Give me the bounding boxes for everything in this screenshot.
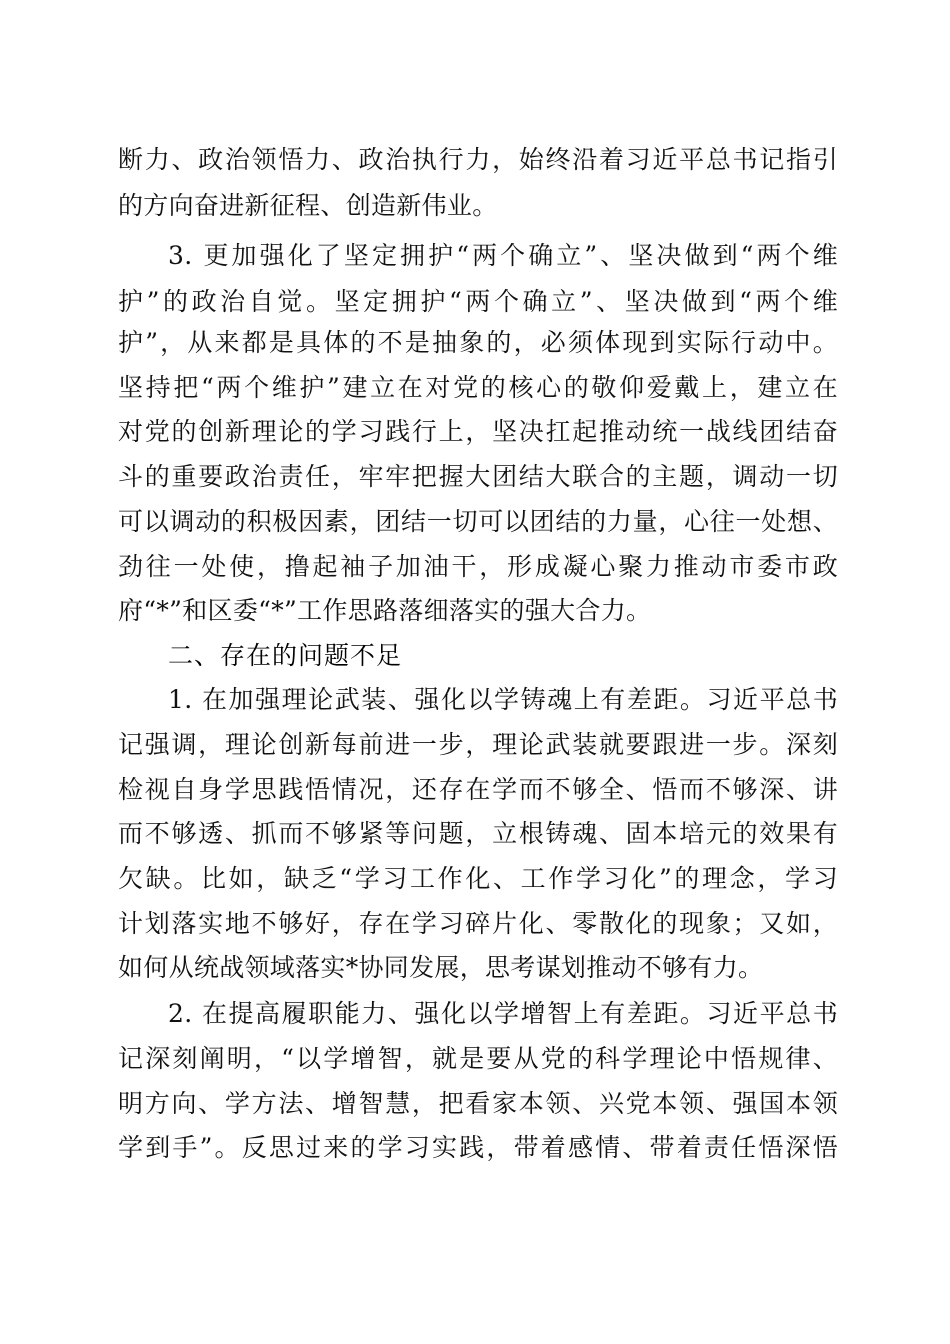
paragraph-line: 2. 在提高履职能力、强化以学增智上有差距。习近平总书 [168,999,838,1028]
paragraph-line: 劲往一处使，撸起袖子加油干，形成凝心聚力推动市委市政 [118,552,838,581]
paragraph-line: 坚持把“两个维护”建立在对党的核心的敬仰爱戴上，建立在 [118,373,838,402]
paragraph-line: 可以调动的积极因素，团结一切可以团结的力量，心往一处想、 [118,507,838,536]
paragraph-line: 断力、政治领悟力、政治执行力，始终沿着习近平总书记指引 [118,145,838,174]
paragraph-line: 检视自身学思践悟情况，还存在学而不够全、悟而不够深、讲 [118,775,838,804]
paragraph-line: 计划落实地不够好，存在学习碎片化、零散化的现象；又如， [118,909,838,938]
paragraph-line: 学到手”。反思过来的学习实践，带着感情、带着责任悟深悟 [118,1133,838,1162]
paragraph-line: 欠缺。比如，缺乏“学习工作化、工作学习化”的理念，学习 [118,864,838,893]
paragraph-line: 而不够透、抓而不够紧等问题，立根铸魂、固本培元的效果有 [118,819,838,848]
paragraph-line: 记强调，理论创新每前进一步，理论武装就要跟进一步。深刻 [118,730,838,759]
paragraph-line: 护”的政治自觉。坚定拥护“两个确立”、坚决做到“两个维 [118,287,838,316]
paragraph-line: 对党的创新理论的学习践行上，坚决扛起推动统一战线团结奋 [118,417,838,446]
section-heading: 二、存在的问题不足 [168,641,403,670]
paragraph-line: 记深刻阐明，“以学增智，就是要从党的科学理论中悟规律、 [118,1044,838,1073]
paragraph-line: 明方向、学方法、增智慧，把看家本领、兴党本领、强国本领 [118,1089,838,1118]
paragraph-line: 的方向奋进新征程、创造新伟业。 [118,191,498,220]
paragraph-line: 3. 更加强化了坚定拥护“两个确立”、坚决做到“两个维 [168,241,838,270]
paragraph-line: 1. 在加强理论武装、强化以学铸魂上有差距。习近平总书 [168,685,838,714]
paragraph-line: 如何从统战领域落实*协同发展，思考谋划推动不够有力。 [118,953,764,982]
paragraph-line: 护”，从来都是具体的不是抽象的，必须体现到实际行动中。 [118,328,838,357]
paragraph-line: 府“*”和区委“*”工作思路落细落实的强大合力。 [118,596,652,625]
paragraph-line: 斗的重要政治责任，牢牢把握大团结大联合的主题，调动一切 [118,462,838,491]
